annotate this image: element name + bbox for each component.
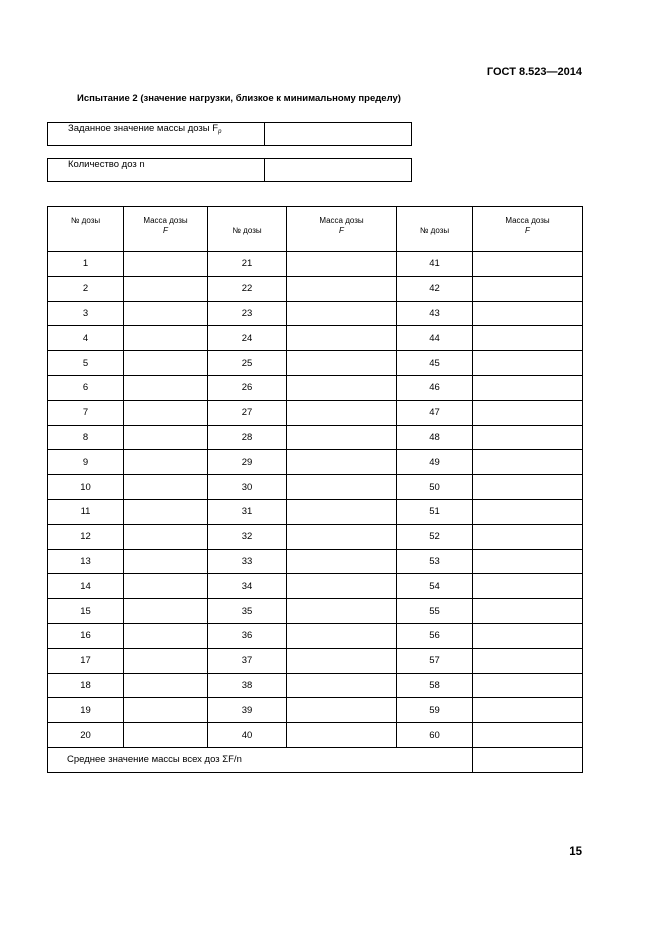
page-number: 15 bbox=[569, 846, 582, 858]
dose-mass-cell[interactable] bbox=[473, 648, 583, 673]
dose-number-cell: 8 bbox=[48, 425, 124, 450]
dose-number-cell: 39 bbox=[208, 698, 287, 723]
dose-mass-cell[interactable] bbox=[124, 400, 208, 425]
dose-number-cell: 6 bbox=[48, 375, 124, 400]
table-row bbox=[48, 499, 583, 524]
dose-mass-cell[interactable] bbox=[124, 574, 208, 599]
dose-mass-field-table bbox=[47, 122, 412, 146]
dose-number-cell: 2 bbox=[48, 276, 124, 301]
dose-mass-cell[interactable] bbox=[124, 549, 208, 574]
table-row bbox=[48, 723, 583, 748]
dose-mass-cell[interactable] bbox=[287, 723, 397, 748]
dose-mass-cell[interactable] bbox=[287, 648, 397, 673]
col-header-mass-1-label: Масса дозы bbox=[143, 216, 188, 225]
dose-mass-cell[interactable] bbox=[287, 375, 397, 400]
dose-mass-cell[interactable] bbox=[124, 623, 208, 648]
dose-number-cell: 31 bbox=[208, 499, 287, 524]
average-value-cell[interactable] bbox=[473, 747, 583, 772]
dose-mass-cell[interactable] bbox=[287, 450, 397, 475]
dose-number-cell: 53 bbox=[397, 549, 473, 574]
dose-number-cell: 35 bbox=[208, 599, 287, 624]
dose-mass-cell[interactable] bbox=[124, 301, 208, 326]
dose-number-cell: 28 bbox=[208, 425, 287, 450]
dose-number-cell: 12 bbox=[48, 524, 124, 549]
dose-count-label: Количество доз n bbox=[48, 159, 265, 182]
dose-number-cell: 18 bbox=[48, 673, 124, 698]
dose-number-cell: 52 bbox=[397, 524, 473, 549]
table-row bbox=[48, 549, 583, 574]
table-row bbox=[48, 276, 583, 301]
dose-mass-label bbox=[48, 123, 265, 146]
dose-number-cell: 47 bbox=[397, 400, 473, 425]
dose-number-cell: 32 bbox=[208, 524, 287, 549]
dose-number-cell: 14 bbox=[48, 574, 124, 599]
dose-number-cell: 37 bbox=[208, 648, 287, 673]
dose-number-cell: 17 bbox=[48, 648, 124, 673]
dose-mass-cell[interactable] bbox=[473, 400, 583, 425]
dose-mass-cell[interactable] bbox=[124, 698, 208, 723]
dose-mass-subscript: p bbox=[218, 129, 222, 135]
dose-mass-cell[interactable] bbox=[473, 549, 583, 574]
dose-number-cell: 48 bbox=[397, 425, 473, 450]
dose-mass-cell[interactable] bbox=[287, 351, 397, 376]
dose-mass-cell[interactable] bbox=[124, 276, 208, 301]
dose-mass-cell[interactable] bbox=[124, 673, 208, 698]
dose-number-cell: 43 bbox=[397, 301, 473, 326]
dose-number-cell: 56 bbox=[397, 623, 473, 648]
dose-number-cell: 38 bbox=[208, 673, 287, 698]
dose-number-cell: 59 bbox=[397, 698, 473, 723]
table-row bbox=[48, 475, 583, 500]
dose-mass-cell[interactable] bbox=[287, 549, 397, 574]
dose-mass-cell[interactable] bbox=[124, 499, 208, 524]
dose-number-cell: 19 bbox=[48, 698, 124, 723]
dose-number-cell: 49 bbox=[397, 450, 473, 475]
dose-number-cell: 4 bbox=[48, 326, 124, 351]
dose-mass-cell[interactable] bbox=[473, 450, 583, 475]
dose-mass-cell[interactable] bbox=[287, 698, 397, 723]
dose-number-cell: 15 bbox=[48, 599, 124, 624]
dose-number-cell: 58 bbox=[397, 673, 473, 698]
dose-mass-cell[interactable] bbox=[473, 574, 583, 599]
dose-mass-cell[interactable] bbox=[473, 673, 583, 698]
dose-mass-label-text: Заданное значение массы дозы F bbox=[68, 123, 219, 134]
dose-mass-cell[interactable] bbox=[287, 400, 397, 425]
col-header-mass-2-symbol: F bbox=[339, 226, 344, 235]
dose-number-cell: 3 bbox=[48, 301, 124, 326]
dose-number-cell: 10 bbox=[48, 475, 124, 500]
average-label: Среднее значение массы всех доз ΣF/n bbox=[48, 747, 473, 772]
dose-number-cell: 24 bbox=[208, 326, 287, 351]
dose-mass-cell[interactable] bbox=[287, 475, 397, 500]
table-row bbox=[48, 673, 583, 698]
dose-number-cell: 26 bbox=[208, 375, 287, 400]
dose-number-cell: 21 bbox=[208, 252, 287, 277]
table-row bbox=[48, 400, 583, 425]
dose-number-cell: 44 bbox=[397, 326, 473, 351]
col-header-mass-2 bbox=[287, 207, 397, 252]
dose-number-cell: 60 bbox=[397, 723, 473, 748]
dose-mass-cell[interactable] bbox=[473, 276, 583, 301]
dose-mass-cell[interactable] bbox=[124, 524, 208, 549]
dose-number-cell: 50 bbox=[397, 475, 473, 500]
dose-number-cell: 1 bbox=[48, 252, 124, 277]
table-row bbox=[48, 599, 583, 624]
table-row bbox=[48, 326, 583, 351]
dose-number-cell: 16 bbox=[48, 623, 124, 648]
dose-number-cell: 33 bbox=[208, 549, 287, 574]
dose-mass-cell[interactable] bbox=[473, 301, 583, 326]
dose-number-cell: 42 bbox=[397, 276, 473, 301]
dose-count-value-cell[interactable] bbox=[265, 159, 412, 182]
dose-mass-cell[interactable] bbox=[473, 499, 583, 524]
col-header-no-3: № дозы bbox=[397, 207, 473, 252]
dose-mass-cell[interactable] bbox=[287, 599, 397, 624]
dose-mass-table bbox=[47, 206, 583, 773]
dose-number-cell: 36 bbox=[208, 623, 287, 648]
dose-mass-cell[interactable] bbox=[473, 351, 583, 376]
dose-number-cell: 25 bbox=[208, 351, 287, 376]
dose-number-cell: 45 bbox=[397, 351, 473, 376]
dose-number-cell: 57 bbox=[397, 648, 473, 673]
standard-number: ГОСТ 8.523—2014 bbox=[486, 66, 582, 78]
col-header-mass-2-label: Масса дозы bbox=[319, 216, 364, 225]
table-row bbox=[48, 351, 583, 376]
table-row bbox=[48, 252, 583, 277]
dose-number-cell: 13 bbox=[48, 549, 124, 574]
dose-number-cell: 11 bbox=[48, 499, 124, 524]
dose-number-cell: 5 bbox=[48, 351, 124, 376]
dose-number-cell: 54 bbox=[397, 574, 473, 599]
dose-mass-cell[interactable] bbox=[287, 252, 397, 277]
dose-mass-cell[interactable] bbox=[287, 524, 397, 549]
table-row bbox=[48, 574, 583, 599]
table-row bbox=[48, 450, 583, 475]
table-row bbox=[48, 698, 583, 723]
dose-mass-cell[interactable] bbox=[473, 326, 583, 351]
dose-mass-cell[interactable] bbox=[124, 723, 208, 748]
dose-number-cell: 27 bbox=[208, 400, 287, 425]
dose-number-cell: 9 bbox=[48, 450, 124, 475]
col-header-mass-3-label: Масса дозы bbox=[505, 216, 550, 225]
dose-number-cell: 51 bbox=[397, 499, 473, 524]
dose-mass-cell[interactable] bbox=[287, 425, 397, 450]
dose-number-cell: 55 bbox=[397, 599, 473, 624]
table-header-row bbox=[48, 207, 583, 252]
dose-mass-cell[interactable] bbox=[287, 673, 397, 698]
dose-count-field-table bbox=[47, 158, 412, 182]
table-row bbox=[48, 524, 583, 549]
dose-mass-cell[interactable] bbox=[473, 475, 583, 500]
dose-number-cell: 40 bbox=[208, 723, 287, 748]
table-row bbox=[48, 301, 583, 326]
dose-mass-cell[interactable] bbox=[124, 351, 208, 376]
dose-mass-cell[interactable] bbox=[473, 524, 583, 549]
table-row bbox=[48, 623, 583, 648]
dose-mass-cell[interactable] bbox=[287, 276, 397, 301]
table-row bbox=[48, 648, 583, 673]
dose-mass-cell[interactable] bbox=[124, 326, 208, 351]
dose-number-cell: 20 bbox=[48, 723, 124, 748]
dose-mass-value-cell[interactable] bbox=[265, 123, 412, 146]
table-row bbox=[48, 425, 583, 450]
dose-mass-cell[interactable] bbox=[287, 623, 397, 648]
dose-mass-cell[interactable] bbox=[124, 450, 208, 475]
dose-mass-cell[interactable] bbox=[473, 623, 583, 648]
dose-number-cell: 34 bbox=[208, 574, 287, 599]
col-header-mass-1-symbol: F bbox=[163, 226, 168, 235]
dose-number-cell: 30 bbox=[208, 475, 287, 500]
col-header-no-1: № дозы bbox=[48, 207, 124, 252]
dose-mass-cell[interactable] bbox=[287, 301, 397, 326]
test-heading: Испытание 2 (значение нагрузки, близкое к минимальному пределу) bbox=[77, 93, 401, 104]
col-header-no-2: № дозы bbox=[208, 207, 287, 252]
dose-number-cell: 29 bbox=[208, 450, 287, 475]
dose-number-cell: 46 bbox=[397, 375, 473, 400]
average-row bbox=[48, 747, 583, 772]
dose-mass-cell[interactable] bbox=[473, 723, 583, 748]
dose-number-cell: 7 bbox=[48, 400, 124, 425]
col-header-mass-3 bbox=[473, 207, 583, 252]
dose-mass-cell[interactable] bbox=[124, 475, 208, 500]
dose-number-cell: 41 bbox=[397, 252, 473, 277]
dose-mass-cell[interactable] bbox=[473, 599, 583, 624]
dose-mass-cell[interactable] bbox=[473, 375, 583, 400]
dose-mass-cell[interactable] bbox=[124, 375, 208, 400]
dose-mass-cell[interactable] bbox=[473, 425, 583, 450]
dose-mass-cell[interactable] bbox=[287, 574, 397, 599]
dose-number-cell: 22 bbox=[208, 276, 287, 301]
dose-mass-cell[interactable] bbox=[287, 499, 397, 524]
dose-mass-cell[interactable] bbox=[473, 252, 583, 277]
dose-mass-cell[interactable] bbox=[124, 599, 208, 624]
dose-mass-cell[interactable] bbox=[124, 252, 208, 277]
dose-mass-cell[interactable] bbox=[124, 648, 208, 673]
col-header-mass-3-symbol: F bbox=[525, 226, 530, 235]
dose-mass-cell[interactable] bbox=[473, 698, 583, 723]
col-header-mass-1 bbox=[124, 207, 208, 252]
dose-mass-cell[interactable] bbox=[124, 425, 208, 450]
dose-mass-cell[interactable] bbox=[287, 326, 397, 351]
dose-number-cell: 23 bbox=[208, 301, 287, 326]
table-row bbox=[48, 375, 583, 400]
